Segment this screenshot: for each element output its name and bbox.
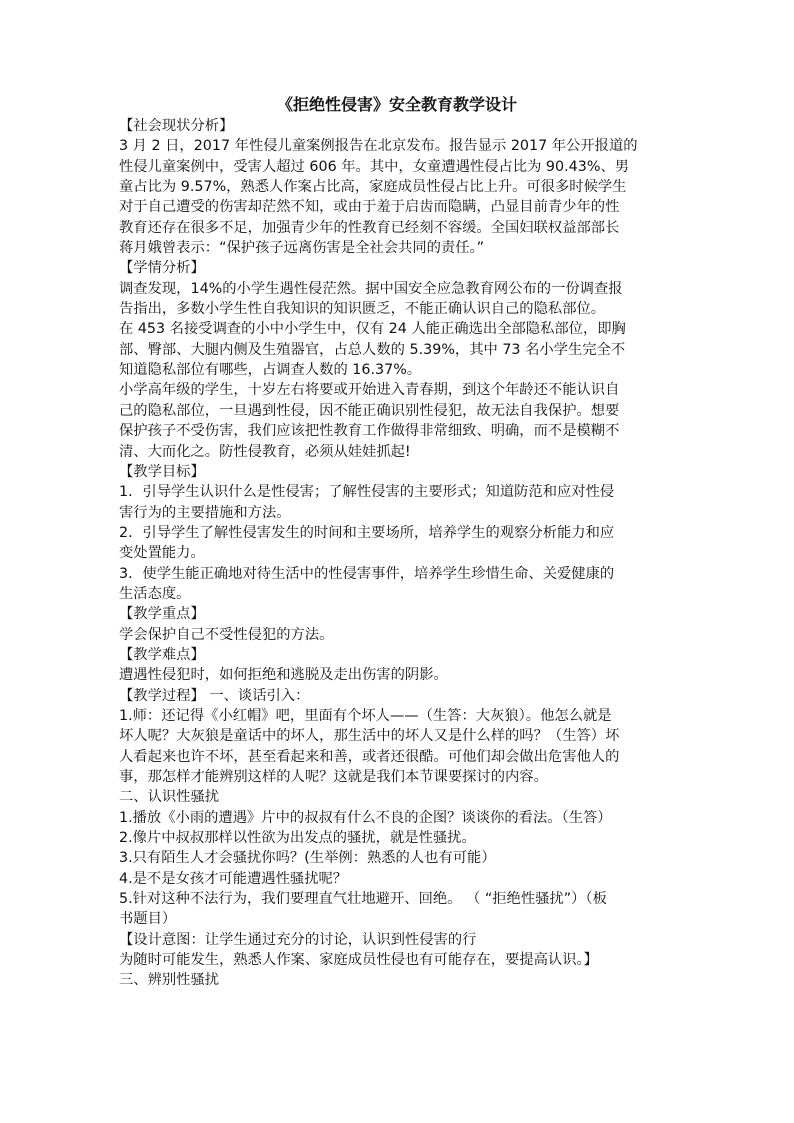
paragraph-line: 2．引导学生了解性侵害发生的时间和主要场所，培养学生的观察分析能力和应 <box>119 524 615 541</box>
section-heading: 【教学难点】 <box>119 646 205 663</box>
paragraph-line: 生活态度。 <box>119 585 191 602</box>
section-heading: 二、认识性骚扰 <box>119 789 220 806</box>
paragraph-line: 4.是不是女孩才可能遭遇性骚扰呢？ <box>119 870 348 887</box>
paragraph-line: 学会保护自己不受性侵犯的方法。 <box>119 626 334 643</box>
paragraph-line: 己的隐私部位，一旦遇到性侵，因不能正确识别性侵犯，故无法自我保护。想要 <box>119 402 620 419</box>
paragraph-line: 清、大而化之。防性侵教育，必须从娃娃抓起! <box>119 443 411 460</box>
paragraph-line: 5.针对这种不法行为，我们要理直气壮地避开、回绝。 （ “拒绝性骚扰”）（板 <box>119 891 607 908</box>
paragraph-line: 1.师：还记得《小红帽》吧，里面有个坏人——（生答：大灰狼）。他怎么就是 <box>119 707 612 724</box>
paragraph-line: 保护孩子不受伤害，我们应该把性教育工作做得非常细致、明确，而不是模糊不 <box>119 423 620 440</box>
paragraph-line: 变处置能力。 <box>119 545 205 562</box>
paragraph-line: 坏人呢？大灰狼是童话中的坏人，那生活中的坏人又是什么样的吗？（生答）坏 <box>119 728 620 745</box>
paragraph-line: 【设计意图：让学生通过充分的讨论，认识到性侵害的行 <box>119 931 477 948</box>
paragraph-line: 3.只有陌生人才会骚扰你吗？(生举例：熟悉的人也有可能） <box>119 850 496 867</box>
section-heading: 【教学目标】 <box>119 463 205 480</box>
section-heading: 【教学过程】 一、谈话引入： <box>119 687 310 704</box>
section-heading: 【学情分析】 <box>119 260 205 277</box>
paragraph-line: 1．引导学生认识什么是性侵害；了解性侵害的主要形式；知道防范和应对性侵 <box>119 484 615 501</box>
paragraph-line: 3 月 2 日，2017 年性侵儿童案例报告在北京发布。报告显示 2017 年公开报道的 <box>119 138 638 155</box>
paragraph-line: 2.像片中叔叔那样以性欲为出发点的骚扰，就是性骚扰。 <box>119 830 476 847</box>
paragraph-line: 3．使学生能正确地对待生活中的性侵害事件，培养学生珍惜生命、关爱健康的 <box>119 565 615 582</box>
paragraph-line: 蒋月娥曾表示：“保护孩子远离伤害是全社会共同的责任。” <box>119 240 485 257</box>
paragraph-line: 性侵儿童案例中，受害人超过 606 年。其中，女童遭遇性侵占比为 90.43%、男 <box>119 158 630 175</box>
paragraph-line: 害行为的主要措施和方法。 <box>119 504 291 521</box>
paragraph-line: 部、臀部、大腿内侧及生殖器官，占总人数的 5.39%，其中 73 名小学生完全不 <box>119 341 626 358</box>
section-heading: 【社会现状分析】 <box>119 118 234 134</box>
paragraph-line: 童占比为 9.57%，熟悉人作案占比高，家庭成员性侵占比上升。可很多时候学生 <box>119 179 627 196</box>
paragraph-line: 小学高年级的学生，十岁左右将要或开始进入青春期，到这个年龄还不能认识自 <box>119 382 620 399</box>
paragraph-line: 对于自己遭受的伤害却茫然不知，或由于羞于启齿而隐瞒，凸显目前青少年的性 <box>119 199 620 216</box>
paragraph-line: 在 453 名接受调查的小中小学生中，仅有 24 人能正确选出全部隐私部位，即胸 <box>119 321 626 338</box>
document-title: 《拒绝性侵害》安全教育教学设计 <box>276 95 517 114</box>
paragraph-line: 为随时可能发生，熟悉人作案、家庭成员性侵也有可能存在，要提高认识。】 <box>119 952 598 969</box>
paragraph-line: 教育还存在很多不足，加强青少年的性教育已经刻不容缓。全国妇联权益部部长 <box>119 219 620 236</box>
paragraph-line: 事，那怎样才能辨别这样的人呢？这就是我们本节课要探讨的内容。 <box>119 769 548 785</box>
paragraph-line: 调查发现，14%的小学生遇性侵茫然。据中国安全应急教育网公布的一份调查报 <box>119 280 623 297</box>
paragraph-line: 书题目） <box>119 911 177 928</box>
paragraph-line: 知道隐私部位有哪些，占调查人数的 16.37%。 <box>119 362 422 379</box>
section-heading: 【教学重点】 <box>119 606 205 623</box>
document-body <box>119 116 679 991</box>
paragraph-line: 1.播放《小雨的遭遇》片中的叔叔有什么不良的企图？谈谈你的看法。（生答） <box>119 809 612 826</box>
paragraph-line: 遭遇性侵犯时，如何拒绝和逃脱及走出伤害的阴影。 <box>119 667 448 684</box>
section-heading: 三、辨别性骚扰 <box>119 972 220 989</box>
paragraph-line: 告指出，多数小学生性自我知识的知识匮乏，不能正确认识自己的隐私部位。 <box>119 301 606 318</box>
paragraph-line: 人看起来也许不坏，甚至看起来和善，或者还很酷。可他们却会做出危害他人的 <box>119 748 620 765</box>
